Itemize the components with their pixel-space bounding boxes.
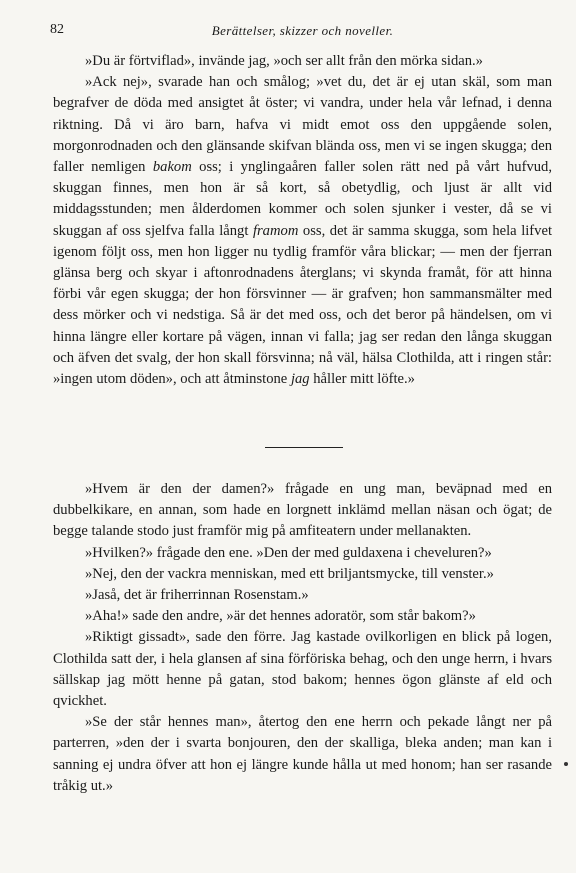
paragraph: »Aha!» sade den andre, »är det hennes adoratör, som står bakom?» <box>85 608 476 625</box>
margin-mark <box>564 762 568 766</box>
text-run: håller mitt löfte.» <box>313 371 415 388</box>
italic-word: bakom <box>152 159 192 176</box>
paragraph: »Hvem är den der damen?» frågade en ung man, beväpnad med en dubbelkikare, en annan, som hade en lorgnett inklämd mellan näsan och ögat; de begge talande stodo just framför mig på amfiteatern under mellanakten. <box>53 481 552 540</box>
text-run: oss; i ynglingaåren faller solen rätt ned på vårt hufvud, skuggan finnes, men hon är så kort, så obetydlig, och ljust är allt vid middagsstunden; men ålderdomen kommer och solen sjunker i vester, då se vi skuggan af oss sjelfva falla långt <box>53 159 552 239</box>
section-one <box>53 51 552 390</box>
paragraph: »Nej, den der vackra menniskan, med ett briljantsmycke, till venster.» <box>85 565 494 582</box>
paragraph: »Jaså, det är friherrinnan Rosenstam.» <box>85 587 309 604</box>
paragraph <box>53 72 552 390</box>
italic-word: jag <box>290 371 310 388</box>
running-title: Berättelser, skizzer och noveller. <box>211 23 394 38</box>
page-number: 82 <box>50 22 64 37</box>
text-run: oss, det är samma skugga, som hela lifvet igenom följt oss, men hon ligger nu tydlig framför våra blickar; — men der fjerran glänsa berg och skyar i aftonrodnadens återglans; vi skynda framåt, för att hinna förbi vår egen skugga; der hon försvinner — är grafven; hon sammansmälter med dess mörker och vi nedstiga. Så är det med oss, och det beror på händelsen, om vi hinna längre eller kortare på vägen, innan vi falla; jag ser redan den långa skuggan och äfven det svalg, der hon skall försvinna; nå väl, hälsa Clothilda, att i ringen står: »ingen utom döden», och att åtminstone <box>53 222 552 388</box>
section-two <box>53 479 552 797</box>
text-run: »Ack nej», svarade han och smålog; »vet du, det är ej utan skäl, som man begrafver de döda med ansigtet åt öster; vi vandra, under hela vår lefnad, i denna riktning. Då vi äro barn, hafva vi midt emot oss den uppgående solen, morgonrodnaden och den glänsande skifvan blända oss, men vi se ingen skugga; den faller nemligen <box>53 74 552 176</box>
paragraph: »Se der står hennes man», återtog den ene herrn och pekade långt ner på parterren, »den der i svarta bonjouren, den der skalliga, bleka anden; man kan i sanning ej undra öfver att hon ej längre kunde hålla ut med honom; han ser rasande tråkig ut.» <box>53 714 552 794</box>
paragraph: »Riktigt gissadt», sade den förre. Jag kastade ovilkorligen en blick på logen, Clothilda satt der, i hela glansen af sina förföriska behag, och den unge herrn, i hvars sällskap jag mött henne på gatan, stod bakom; hennes ögon glänste af eld och qvickhet. <box>53 629 552 710</box>
section-divider <box>265 447 343 448</box>
paragraph: »Du är förtviflad», invände jag, »och ser allt från den mörka sidan.» <box>85 53 483 69</box>
italic-word: framom <box>252 222 299 239</box>
paragraph: »Hvilken?» frågade den ene. »Den der med guldaxena i cheveluren?» <box>85 544 492 561</box>
page-header <box>50 22 555 42</box>
